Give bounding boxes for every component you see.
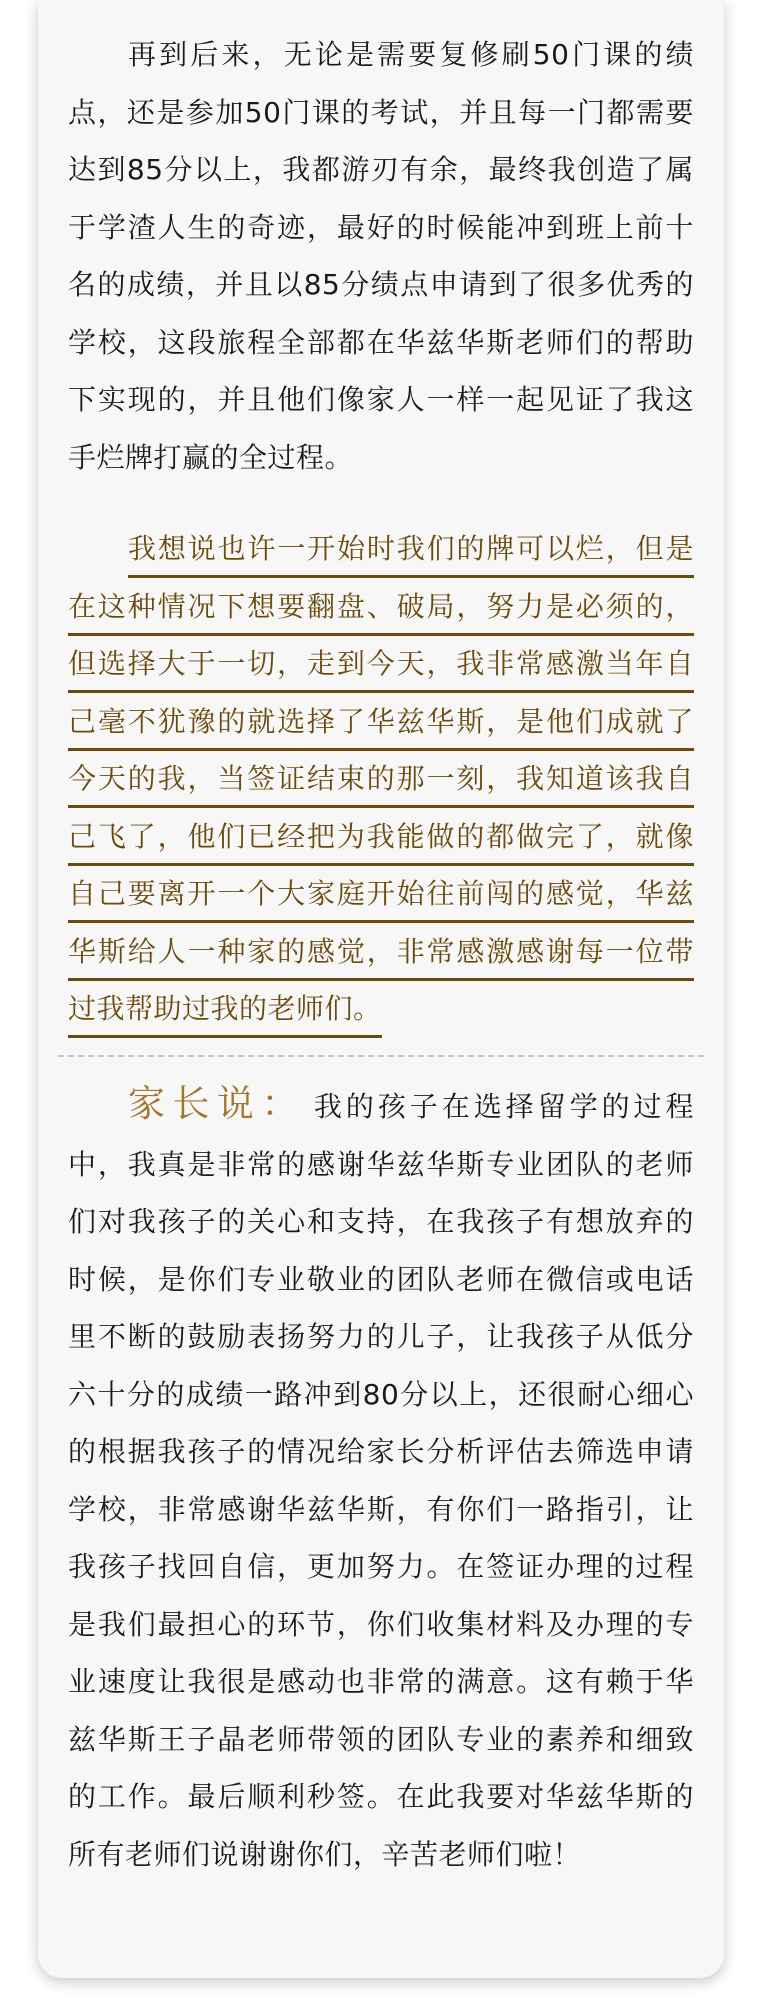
story-paragraph: 再到后来，无论是需要复修刷50门课的绩点，还是参加50门课的考试，并且每一门都需要达到85分以上，我都游刃有余，最终我创造了属于学渣人生的奇迹，最好的时候能冲到班上前十名的成绩，并且以85分绩点申请到了很多优秀的学校，这段旅程全部都在华兹华斯老师们的帮助下实现的，并且他们像家人一样一起见证了我这手烂牌打赢的全过程。	[68, 38, 694, 474]
parent-testimonial-text: 我的孩子在选择留学的过程中，我真是非常的感谢华兹华斯专业团队的老师们对我孩子的关心和支持，在我孩子有想放弃的时候，是你们专业敬业的团队老师在微信或电话里不断的鼓励表扬努力的儿子，让我孩子从低分六十分的成绩一路冲到80分以上，还很耐心细心的根据我孩子的情况给家长分析评估去筛选申请学校，非常感谢华兹华斯，有你们一路指引，让我孩子找回自信，更加努力。在签证办理的过程是我们最担心的环节，你们收集材料及办理的专业速度让我很是感动也非常的满意。这有赖于华兹华斯王子晶老师带领的团队专业的素养和细致的工作。最后顺利秒签。在此我要对华兹华斯的所有老师们说谢谢你们，辛苦老师们啦！	[68, 1090, 694, 1871]
article-card	[38, 0, 724, 1978]
underlined-quote-text: 我想说也许一开始时我们的牌可以烂，但是在这种情况下想要翻盘、破局，努力是必须的，但选择大于一切，走到今天，我非常感激当年自己毫不犹豫的就选择了华兹华斯，是他们成就了今天的我，当签证结束的那一刻，我知道该我自己飞了，他们已经把为我能做的都做完了，就像自己要离开一个大家庭开始往前闯的感觉，华兹华斯给人一种家的感觉，非常感激感谢每一位带过我帮助过我的老师们。	[68, 532, 694, 1038]
parent-says-label: 家长说：	[128, 1082, 306, 1125]
parent-testimonial-paragraph	[68, 1075, 694, 1883]
dashed-divider	[58, 1055, 704, 1057]
highlighted-quote-paragraph	[68, 520, 694, 1038]
